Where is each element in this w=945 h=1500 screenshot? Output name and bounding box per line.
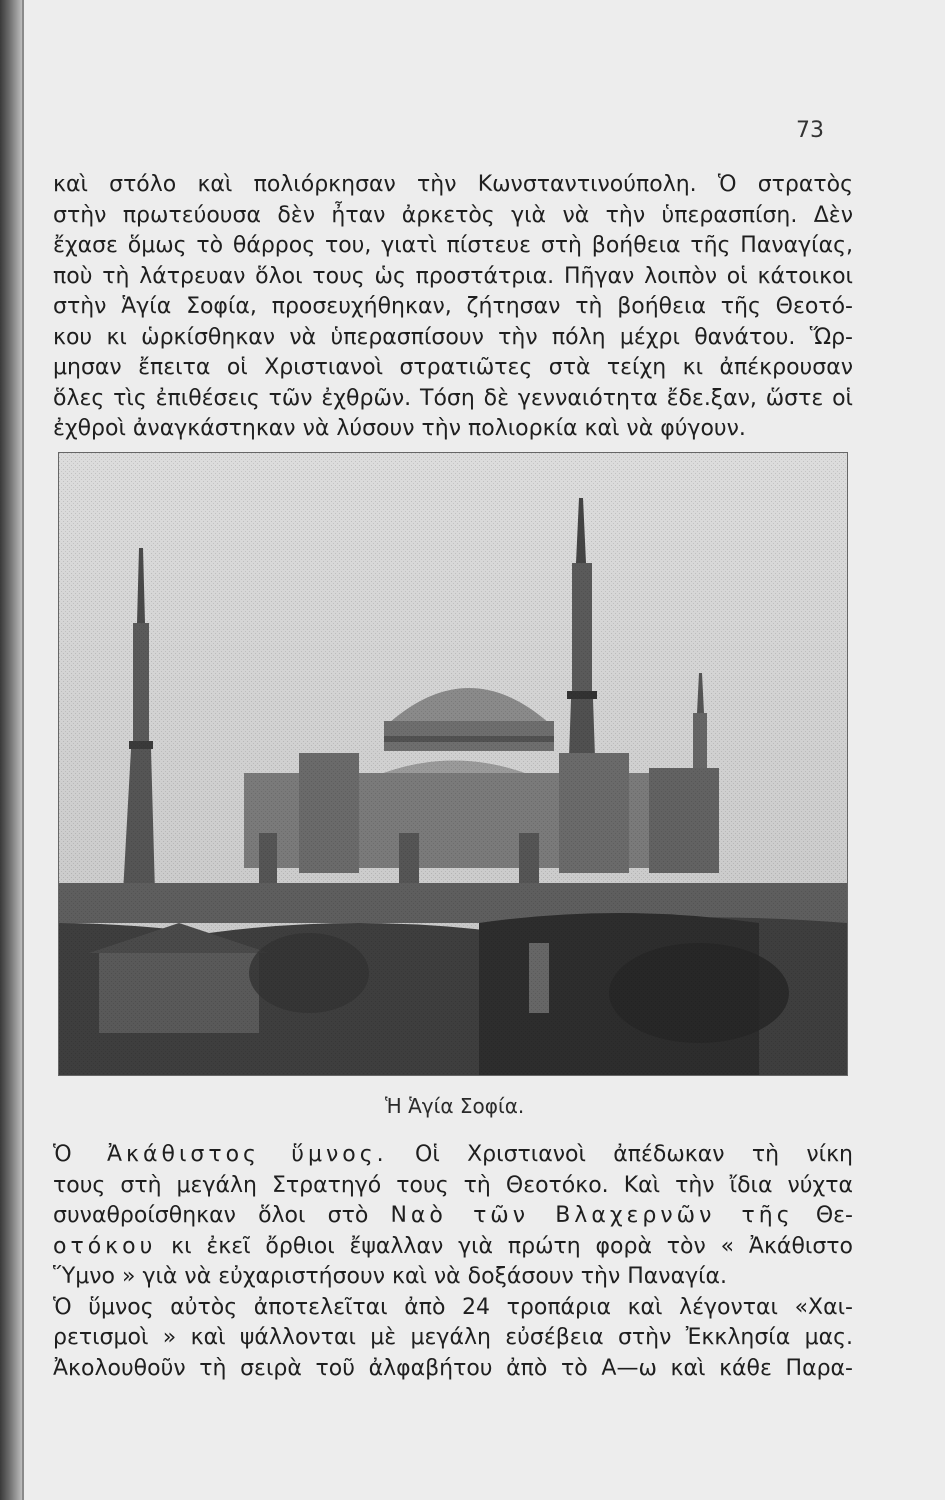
binding-gutter (0, 0, 22, 1500)
text-line (53, 1140, 853, 1171)
text-line: στὴν πρωτεύουσα δὲν ἦταν ἀρκετὸς γιὰ νὰ τὴν ὑπερασπίση. Δὲν (53, 202, 853, 228)
hagia-sophia-photo (58, 452, 848, 1076)
text-line: καὶ στόλο καὶ πολιόρκησαν τὴν Κωνσταντινούπολη. Ὁ στρατὸς (53, 172, 853, 197)
text-line (53, 1201, 853, 1232)
text-segment: συναθροίσθηκαν ὅλοι στὸ (53, 1203, 391, 1228)
text-line: μησαν ἔπειτα οἱ Χριστιανοὶ στρατιῶτες στὰ τείχη κι ἀπέκρουσαν (53, 355, 853, 380)
paragraph-top (53, 170, 853, 445)
text-line: ἐχθροὶ ἀναγκάστηκαν νὰ λύσουν τὴν πολιορκία καὶ νὰ φύγουν. (53, 416, 746, 441)
text-segment: κι ἐκεῖ ὄρθιοι ἔψαλλαν γιὰ πρώτη φορὰ τὸν « Ἀκάθιστο (156, 1233, 853, 1259)
spaced-text: οτόκου (53, 1233, 157, 1259)
spaced-text: Ναὸ τῶν Βλαχερνῶν τῆς (390, 1203, 794, 1228)
text-line: ὅλες τὶς ἐπιθέσεις τῶν ἐχθρῶν. Τόση δὲ γενναιότητα ἔδε.ξαν, ὥστε οἱ (53, 385, 853, 411)
page-number: 73 (796, 118, 824, 143)
text-line: ρετισμοὶ » καὶ ψάλλονται μὲ μεγάλη εὐσέβεια στὴν Ἐκκλησία μας. (53, 1325, 853, 1350)
binding-edge (22, 0, 24, 1500)
text-line: κου κι ὡρκίσθηκαν νὰ ὑπερασπίσουν τὴν πόλη μέχρι θανάτου. Ὥρ- (53, 324, 853, 350)
figure-caption: Ἡ Ἁγία Σοφία. (385, 1094, 525, 1118)
text-line: ποὺ τὴ λάτρευαν ὅλοι τους ὡς προστάτρια. Πῆγαν λοιπὸν οἱ κάτοικοι (53, 263, 853, 289)
text-segment: Οἱ Χριστιανοὶ ἀπέδωκαν τὴ νίκη (387, 1142, 853, 1167)
text-line: τους στὴ μεγάλη Στρατηγό τους τὴ Θεοτόκο. Καὶ τὴν ἴδια νύχτα (53, 1172, 853, 1198)
section-heading: Ὁ Ἀκάθιστος ὕμνος. (53, 1142, 388, 1167)
text-line (53, 1232, 853, 1263)
text-line: στὴν Ἁγία Σοφία, προσευχήθηκαν, ζήτησαν τὴ βοήθεια τῆς Θεοτό- (53, 294, 853, 319)
text-line: ἔχασε ὅμως τὸ θάρρος του, γιατὶ πίστευε στὴ βοήθεια τῆς Παναγίας, (53, 233, 853, 258)
text-segment: Θε- (793, 1203, 853, 1228)
text-line: Ὕμνο » γιὰ νὰ εὐχαριστήσουν καὶ νὰ δοξάσουν τὴν Παναγία. (53, 1264, 728, 1289)
paragraph-bottom (53, 1140, 853, 1384)
text-line: Ὁ ὕμνος αὐτὸς ἀποτελεῖται ἀπὸ 24 τροπάρια καὶ λέγονται «Χαι- (53, 1294, 853, 1320)
text-line: Ἀκολουθοῦν τὴ σειρὰ τοῦ ἀλφαβήτου ἀπὸ τὸ Α—ω καὶ κάθε Παρα- (53, 1355, 853, 1381)
